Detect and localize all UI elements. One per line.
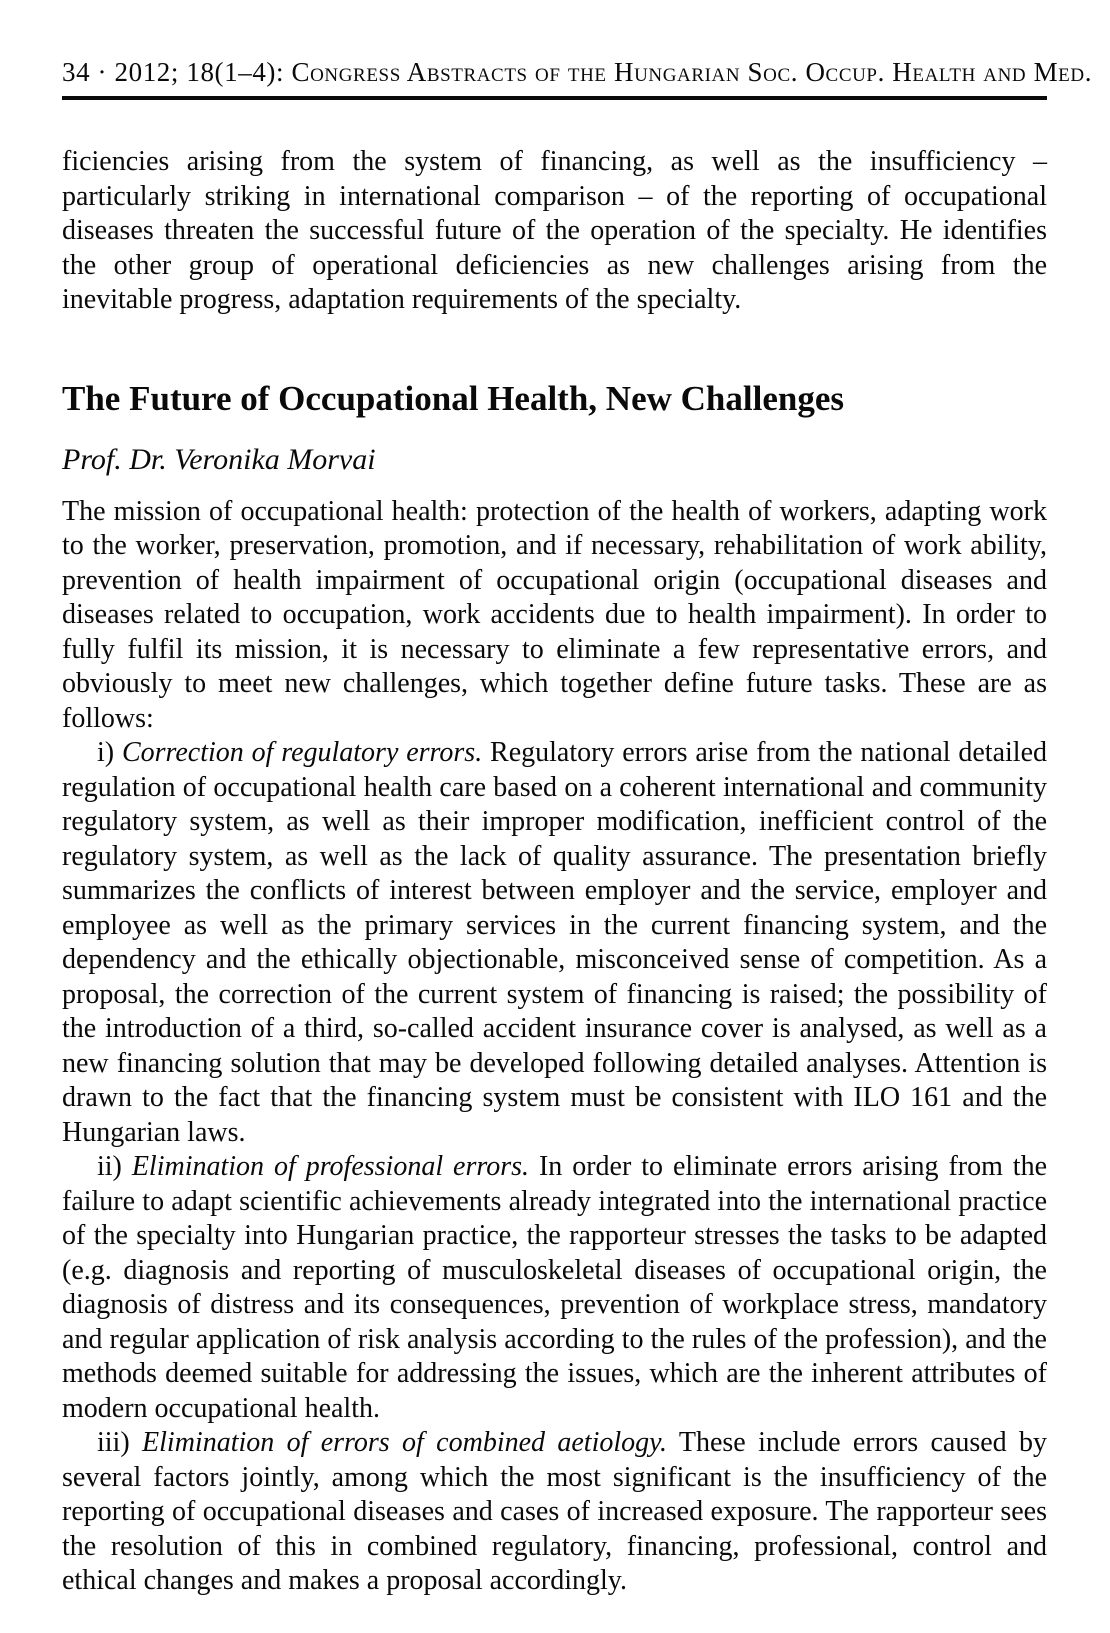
item-marker: i)	[97, 737, 115, 768]
list-item-iii	[62, 1426, 1047, 1599]
page-header	[62, 0, 1093, 100]
item-lead: Correction of regulatory errors.	[121, 737, 483, 768]
article-title: The Future of Occupational Health, New Challenges	[62, 378, 844, 418]
item-body: In order to eliminate errors arising from the failure to adapt scientific achievements already integrated into the international practice of the specialty into Hungarian practice, the rapporteur stresses the tasks to be adapted (e.g. diagnosis and reporting of musculoskeletal diseases of occupational origin, the diagnosis of distress and its consequences, prevention of workplace stress, mandatory and regular application of risk analysis according to the rules of the profession), and the methods deemed suitable for addressing the issues, which are the inherent attributes of modern occupational health.	[62, 1151, 1048, 1424]
item-lead: Elimination of professional errors.	[131, 1151, 530, 1182]
running-head: 34 · 2012; 18(1–4): Congress Abstracts of the Hungarian Soc. Occup. Health and Med.	[62, 57, 1093, 87]
text-column	[62, 0, 1093, 1599]
item-marker: iii)	[97, 1427, 130, 1458]
page-body	[62, 145, 1047, 1599]
mission-paragraph: The mission of occupational health: protection of the health of workers, adapting work to the worker, preservation, promotion, and if necessary, rehabilitation of work ability, prevention of health impairment of occupational origin (occupational diseases and diseases related to occupation, work accidents due to health impairment). In order to fully fulfil its mission, it is necessary to eliminate a few representative errors, and obviously to meet new challenges, which together define future tasks. These are as follows:	[62, 495, 1047, 734]
item-lead: Elimination of errors of combined aetiology.	[142, 1427, 668, 1458]
list-item-i	[62, 736, 1047, 1150]
item-body: These include errors caused by several factors jointly, among which the most significant is the insufficiency of the reporting of occupational diseases and cases of increased exposure. The rapporteur sees the resolution of this in combined regulatory, financing, professional, control and ethical changes and makes a proposal accordingly.	[62, 1427, 1048, 1596]
item-marker: ii)	[97, 1151, 122, 1182]
continuation-paragraph: ficiencies arising from the system of financing, as well as the insufficiency – particularly striking in international comparison – of the reporting of occupational diseases threaten the successful future of the operation of the specialty. He identifies the other group of operational deficiencies as new challenges arising from the inevitable progress, adaptation requirements of the specialty.	[62, 146, 1047, 315]
article-author: Prof. Dr. Veronika Morvai	[62, 442, 376, 476]
list-item-ii	[62, 1150, 1047, 1426]
item-body: Regulatory errors arise from the national detailed regulation of occupational health care based on a coherent international and community regulatory system, as well as their improper modification, inefficient control of the regulatory system, as well as the lack of quality assurance. The presentation briefly summarizes the conflicts of interest between employer and the service, employer and employee as well as the primary services in the current financing system, and the dependency and the ethically objectionable, misconceived sense of competition. As a proposal, the correction of the current system of financing is raised; the possibility of the introduction of a third, so-called accident insurance cover is analysed, as well as a new financing solution that may be developed following detailed analyses. Attention is drawn to the fact that the financing system must be consistent with ILO 161 and the Hungarian laws.	[62, 737, 1047, 1148]
